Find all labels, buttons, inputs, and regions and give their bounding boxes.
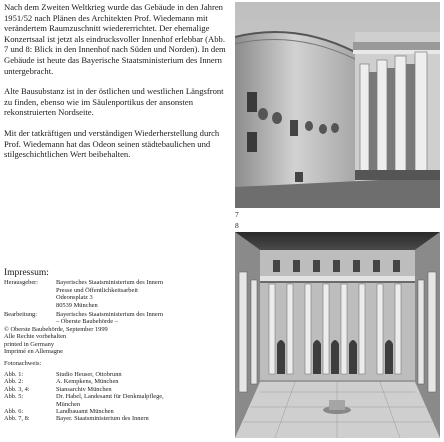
herausgeber-line: 80539 München bbox=[56, 301, 98, 309]
credit-abb: Abb. 5: bbox=[4, 393, 24, 401]
courtyard-photo-south bbox=[235, 2, 440, 208]
credit-abb: Abb. 3, 4: bbox=[4, 385, 30, 393]
credit-abb: Abb. 7, 8: bbox=[4, 415, 30, 423]
paragraph-restoration: Mit der tatkräftigen und verständigen Wiederherstellung durch Prof. Wiedemann hat das Odeon seinen städtebaulichen und stilgeschichtlichen Wert beibehalten. bbox=[4, 127, 220, 160]
credit-source: München bbox=[56, 400, 81, 408]
credit-abb bbox=[4, 401, 56, 408]
credit-row bbox=[4, 415, 228, 422]
credit-source: Dr. Habel, Landesamt für Denkmalpflege, bbox=[56, 393, 164, 401]
figure-8-number: 8 bbox=[235, 221, 239, 230]
herausgeber-line: Odeonsplatz 3 bbox=[56, 294, 93, 302]
credit-row bbox=[4, 378, 228, 385]
paragraph-substance: Alte Bausubstanz ist in der östlichen und westlichen Längsfront zu finden, ebenso wie im Säulenportikus der ansonsten rekonstruierten Nordseite. bbox=[4, 86, 224, 118]
herausgeber-value bbox=[56, 279, 228, 309]
credit-abb: Abb. 6: bbox=[4, 407, 24, 415]
credit-abb: Abb. 1: bbox=[4, 370, 24, 378]
credit-source: Bayer. Staatsministerium des Innern bbox=[56, 415, 149, 423]
credit-row bbox=[4, 393, 228, 400]
bearbeitung-row bbox=[4, 311, 228, 326]
printed-line: printed in Germany bbox=[4, 340, 55, 348]
bearbeitung-line: Bayerisches Staatsministerium des Innern bbox=[56, 311, 164, 319]
herausgeber-line: Bayerisches Staatsministerium des Innern bbox=[56, 279, 164, 287]
credit-source: Landbauamt München bbox=[56, 407, 114, 415]
copyright-line: © Oberste Baubehörde, September 1999 bbox=[4, 325, 108, 333]
courtyard-photo-north bbox=[235, 232, 440, 438]
impressum-title: Impressum: bbox=[4, 268, 49, 278]
figure-7-number: 7 bbox=[235, 210, 239, 219]
fotonachweis-label: Fotonachweis: bbox=[4, 360, 42, 368]
herausgeber-row bbox=[4, 279, 228, 309]
herausgeber-label: Herausgeber: bbox=[4, 279, 39, 287]
herausgeber-line: Presse und Öffentlichkeitsarbeit bbox=[56, 286, 138, 294]
bearbeitung-label: Bearbeitung: bbox=[4, 311, 38, 319]
bearbeitung-value bbox=[56, 311, 228, 326]
impressum-block bbox=[4, 270, 228, 423]
credit-abb: Abb. 2: bbox=[4, 378, 24, 386]
bearbeitung-line: – Oberste Baubehörde – bbox=[56, 318, 118, 326]
credit-row bbox=[4, 408, 228, 415]
imprime-line: Imprimé en Allemagne bbox=[4, 348, 63, 356]
credit-row bbox=[4, 401, 228, 408]
credit-source: Studio Heuser, Ottobrunn bbox=[56, 370, 122, 378]
rights-line: Alle Rechte vorbehalten bbox=[4, 333, 67, 341]
credit-row bbox=[4, 371, 228, 378]
body-text-column bbox=[4, 2, 228, 170]
credit-source: Stansarchiv München bbox=[56, 385, 112, 393]
credit-source: A. Kempkens, München bbox=[56, 378, 119, 386]
paragraph-history: Nach dem Zweiten Weltkrieg wurde das Gebäude in den Jahren 1951/52 nach Plänen des Architekten Prof. Wiedemann mit verändertem Raumzuschnitt wiedererrichtet. Der ehemalige Konzertsaal ist jetzt als eindrucksvoller Innenhof erlebbar (Abb. 7 und 8: Blick in den Innenhof nach Süden und Norden). In dem Gebäude ist heute das Bayerische Staatsministerium des Innern untergebracht. bbox=[4, 2, 226, 76]
credit-row bbox=[4, 386, 228, 393]
